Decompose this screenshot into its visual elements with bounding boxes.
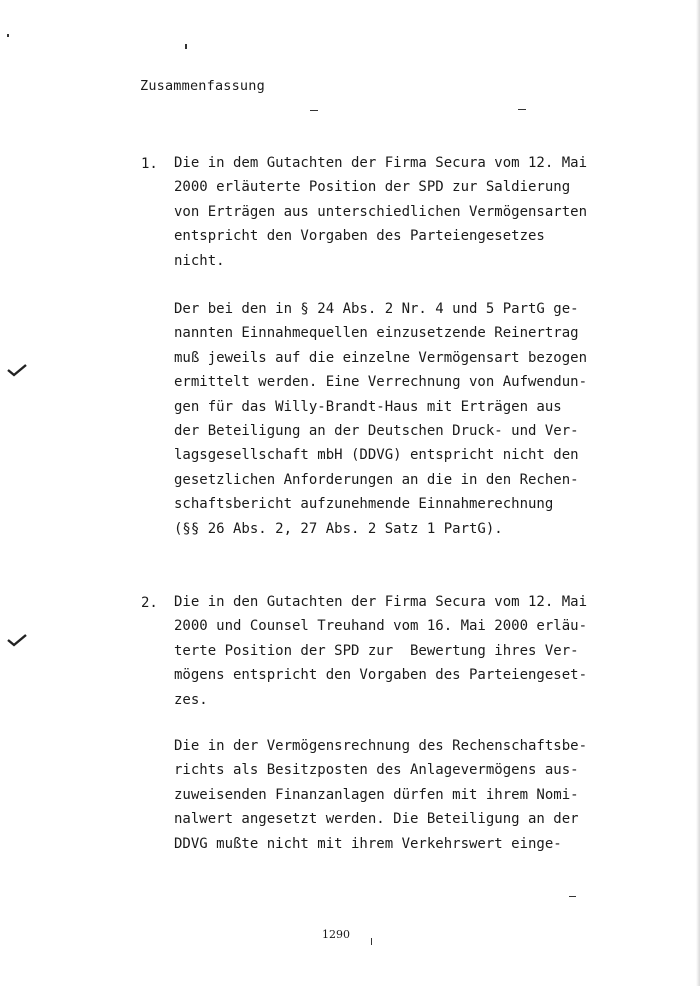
section-heading: Zusammenfassung: [140, 78, 265, 94]
text-line: DDVG mußte nicht mit ihrem Verkehrswert einge-: [174, 835, 562, 852]
page-edge-shadow: [696, 0, 700, 986]
page-number: 1290: [322, 928, 350, 941]
text-line: zes.: [174, 691, 208, 708]
text-line: nannten Einnahmequellen einzusetzende Reinertrag: [174, 325, 579, 342]
scan-speck: [371, 938, 372, 945]
text-line: ermittelt werden. Eine Verrechnung von Aufwendun-: [174, 374, 588, 391]
text-line: muß jeweils auf die einzelne Vermögensart bezogen: [174, 349, 588, 366]
scan-speck: [7, 34, 9, 37]
text-line: entspricht den Vorgaben des Parteiengesetzes: [174, 228, 545, 245]
item-number-1: 1.: [141, 156, 158, 172]
text-line: der Beteiligung an der Deutschen Druck- und Ver-: [174, 423, 579, 440]
text-line: nicht.: [174, 252, 225, 269]
item-2-paragraph-2: [174, 734, 614, 856]
text-line: Die in den Gutachten der Firma Secura vom 12. Mai: [174, 594, 588, 610]
item-number-2: 2.: [141, 595, 158, 611]
text-line: von Erträgen aus unterschiedlichen Vermögensarten: [174, 203, 588, 220]
text-line: richts als Besitzposten des Anlagevermögens aus-: [174, 762, 579, 779]
text-line: (§§ 26 Abs. 2, 27 Abs. 2 Satz 1 PartG).: [174, 520, 503, 537]
text-line: gesetzlichen Anforderungen an die in den Rechen-: [174, 471, 579, 488]
item-2-paragraph-1: [174, 590, 614, 712]
text-line: schaftsbericht aufzunehmende Einnahmerechnung: [174, 496, 554, 513]
check-mark-icon: [6, 362, 28, 380]
scan-speck: [569, 896, 576, 897]
text-line: zuweisenden Finanzanlagen dürfen mit ihrem Nomi-: [174, 786, 579, 803]
text-line: nalwert angesetzt werden. Die Beteiligung an der: [174, 811, 579, 828]
text-line: Der bei den in § 24 Abs. 2 Nr. 4 und 5 PartG ge-: [174, 301, 579, 317]
text-line: mögens entspricht den Vorgaben des Parteiengeset-: [174, 667, 588, 684]
check-mark-icon: [6, 632, 28, 650]
text-line: lagsgesellschaft mbH (DDVG) entspricht nicht den: [174, 447, 579, 464]
text-line: 2000 und Counsel Treuhand vom 16. Mai 2000 erläu-: [174, 618, 588, 635]
scan-speck: [310, 110, 318, 111]
item-1-paragraph-2: [174, 297, 614, 541]
scan-speck: [185, 44, 187, 49]
scan-speck: [518, 109, 526, 110]
text-line: terte Position der SPD zur Bewertung ihres Ver-: [174, 642, 579, 659]
item-1-paragraph-1: [174, 151, 614, 273]
text-line: 2000 erläuterte Position der SPD zur Saldierung: [174, 179, 571, 196]
text-line: Die in der Vermögensrechnung des Rechenschaftsbe-: [174, 738, 588, 754]
text-line: Die in dem Gutachten der Firma Secura vom 12. Mai: [174, 155, 588, 171]
text-line: gen für das Willy-Brandt-Haus mit Erträgen aus: [174, 398, 562, 415]
